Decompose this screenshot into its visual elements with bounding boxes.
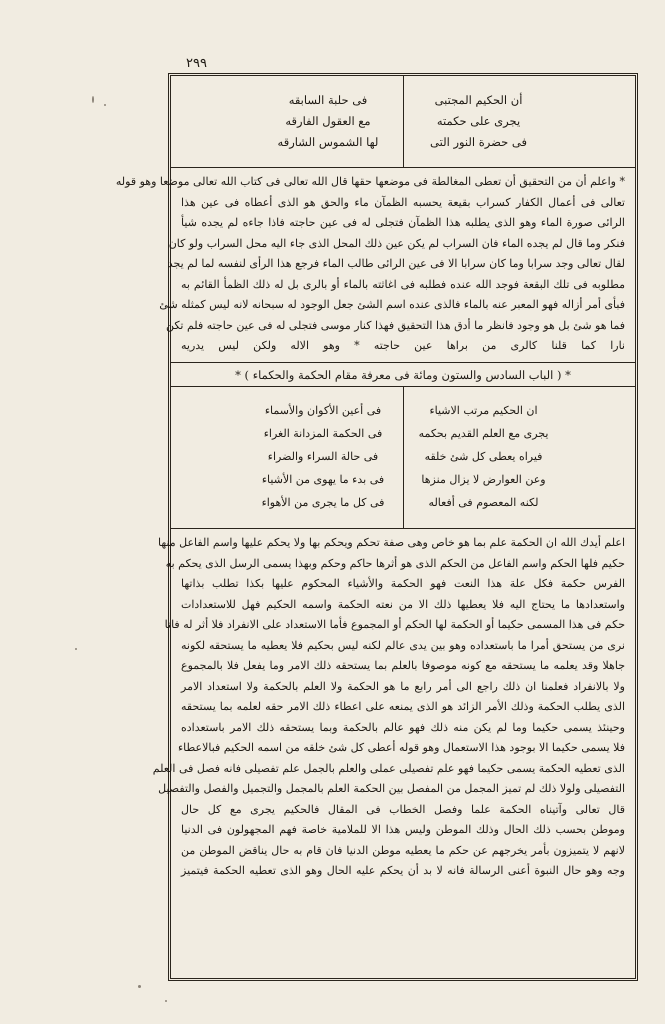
text-line: اعلم أيدك الله ان الحكمة علم بما هو خاص وهى صفة تحكم ويحكم بها ولا يحكم عليها واسم الفاعل منها [158, 536, 625, 549]
verse-line: فى بدء ما يهوى من الأشياء [261, 473, 385, 486]
text-line: واستعدادها ما يحتاج اليه فلا يعطيها ذلك الا من نعته الحكمة واسمه الحكيم فهل للاستعدادات [181, 597, 625, 611]
text-line: مطلوبه فى تلك البقعة فوجد الله عنده فطلبه فى اغاثته بالماء أو بالرى بل له ذلك الظمأ القائم به [181, 277, 625, 291]
verse-line: فى أعين الأكوان والأسماء [264, 404, 382, 417]
verse-line: فى حلبة السابقه [288, 93, 368, 107]
text-line: الذى تعطيه الحكمة يسمى حكيما فهو علم تفصيلى عملى والعلم بالجمل علم تفصيلى فانه فصل فى العلم [152, 761, 625, 775]
text-line: الرائى صورة الماء وهو الذى يطلبه هذا الظمآن فتجلى له فى عين حاجته فاذا جاءه لم يجده شيأ [181, 216, 625, 229]
chapter-poem [171, 387, 635, 529]
text-line: لقال تعالى وجد سرابا وما كان سرابا الا فى عين الرائى طالب الماء فرجع هذا الرأى لنفسه لما لم يجد [167, 257, 625, 270]
poem-left-column [243, 387, 403, 528]
poem-right-column [403, 387, 563, 528]
verse-line: ان الحكيم مرتب الاشياء [429, 404, 538, 417]
page-frame [115, 73, 638, 981]
verse-line: مع العقول الفارقه [285, 114, 371, 128]
text-line: جاهلا وقد يعلمه ما يستحقه مع كونه موصوفا بالعلم بما يستحقه ذلك الامر وما يفعل فلا بالمجموع [181, 659, 625, 672]
text-line: نارا كما قلنا كالرى من براها عين حاجته * وهو الاله ولكن ليس يدريه [181, 339, 625, 352]
prose-section-1 [115, 168, 635, 363]
paper-speck [104, 104, 106, 106]
text-line: فلا يسمى حكيما الا بوجود هذا الاستعمال وهو قوله أعطى كل شئ خلقه من اسمه الحكيم فبالاعطاء [177, 741, 625, 754]
verse-line: فيراه يعطى كل شئ خلقه [424, 450, 543, 463]
text-line: وموطن بحسب ذلك الحال وذلك الموطن وليس هذا الا للملامية خاصة فهم المجهولون فى الدنيا [181, 823, 625, 836]
text-line: * واعلم أن من التحقيق أن تعطى المغالطة فى موضعها حقها قال الله تعالى فى كتاب الله تعالى موضعا وهو قوله [115, 175, 625, 188]
verse-line: فى الحكمة المزدانة الغراء [263, 427, 383, 440]
paper-speck [165, 1000, 167, 1002]
text-line: تعالى فى أعمال الكفار كسراب بقيعة يحسبه الظمآن ماء والحق هو الذى أعطاه فى عين هذا [181, 195, 625, 209]
opening-poem [171, 76, 635, 168]
text-line: ولا بالانفراد فعلمنا ان ذلك راجع الى أمر رابع ما هو الحكمة ولا العلم بالحكمة ولا استعداد الامر [181, 679, 625, 693]
verse-line: فى حالة السراء والضراء [267, 450, 379, 463]
page-number: ٢٩٩ [186, 56, 207, 71]
text-line: حكيم فلها الحكم واسم الفاعل من الحكم الذى هو أثرها حاكم وحكم وبهذا يسمى الرسل الذى يحكم به [165, 556, 625, 570]
paper-speck [75, 648, 77, 650]
text-line: نرى من يستحق أمرا ما باستعداده وهو بين يدى عالم لكنه ليس بحكيم فلا يعطيه ما يستحقه لكونه [181, 638, 625, 652]
text-line: لانهم لا يتميزون بأمر يخرجهم عن حكم ما يعطيه موطن الدنيا فان قام به حال يناقض الموطن من [181, 843, 625, 857]
paper-speck [92, 96, 94, 103]
text-line: وحينئذ يسمى حكيما وما لم يكن منه ذلك فهو عالم بالحكمة وبما يستحقه ذلك الامر باستعداده [181, 720, 625, 734]
verse-line: فى كل ما يجرى من الأهواء [261, 496, 385, 509]
chapter-title: * ( الباب السادس والستون ومائة فى معرفة مقام الحكمة والحكماء ) * [171, 363, 635, 387]
verse-line: لكنه المعصوم فى أفعاله [428, 496, 539, 509]
paper-speck [138, 985, 141, 988]
text-line: حكم فى هذا المسمى حكيما أو الحكمة لها الحكم أو المجموع فأما الاستعداد على الانفراد فلا أثر له فانا [164, 618, 625, 631]
poem-left-column [253, 76, 403, 167]
text-line: فبأى أمر أزاله فهو المعبر عنه بالماء فالذى عنده اسم الشئ جعل الوجود له سبحانه لانه ليس كمثله شئ [159, 298, 625, 311]
text-line: التفصيلى ولولا ذلك لم تميز المجمل من المفصل بين الحكمة العلم بالمجمل والتجميل والفصل والتفصيل [158, 782, 625, 795]
text-line: الفرس حكمة فكل علة هذا النعت فهو الحكمة والأشياء المحكوم عليها بكذا تطلب بذاتها [181, 577, 625, 590]
verse-line: يجرى على حكمته [436, 114, 521, 128]
text-line: فنكر وما قال لم يجده الماء فان السراب لم يكن عين ذلك المحل الذى جاء اليه محل السراب ولو كان [168, 236, 625, 250]
text-line: قال تعالى وآتيناه الحكمة علما وفصل الخطاب فى المقال فالحكيم يجرى مع كل حال [181, 802, 625, 816]
verse-line: فى حضرة النور التى [430, 135, 527, 149]
verse-line: أن الحكيم المجتبى [434, 93, 523, 107]
text-line: فما هو شئ بل هو وجود فانظر ما أدق هذا التحقيق فهذا كنار موسى فتجلى له فى عين حاجته فلم تكن [165, 318, 625, 332]
verse-line: لها الشموس الشارقه [277, 135, 379, 149]
poem-right-column [403, 76, 553, 167]
text-line: الذى يطلب الحكمة وذلك الأمر الزائد هو الذى يمنعه على اعطاء ذلك الامر حقه لعلمه بما يستحقه [181, 700, 625, 713]
verse-line: يجرى مع العلم القديم بحكمه [418, 427, 549, 440]
verse-line: وعن العوارض لا يزال منزها [421, 473, 546, 486]
text-line: وجه وهو حال النبوة أعنى الرسالة فانه لا بد أن يحكم عليه الحال وهو الذى تعطيه الحكمة فيتميز [181, 864, 625, 877]
prose-section-2 [152, 529, 635, 974]
